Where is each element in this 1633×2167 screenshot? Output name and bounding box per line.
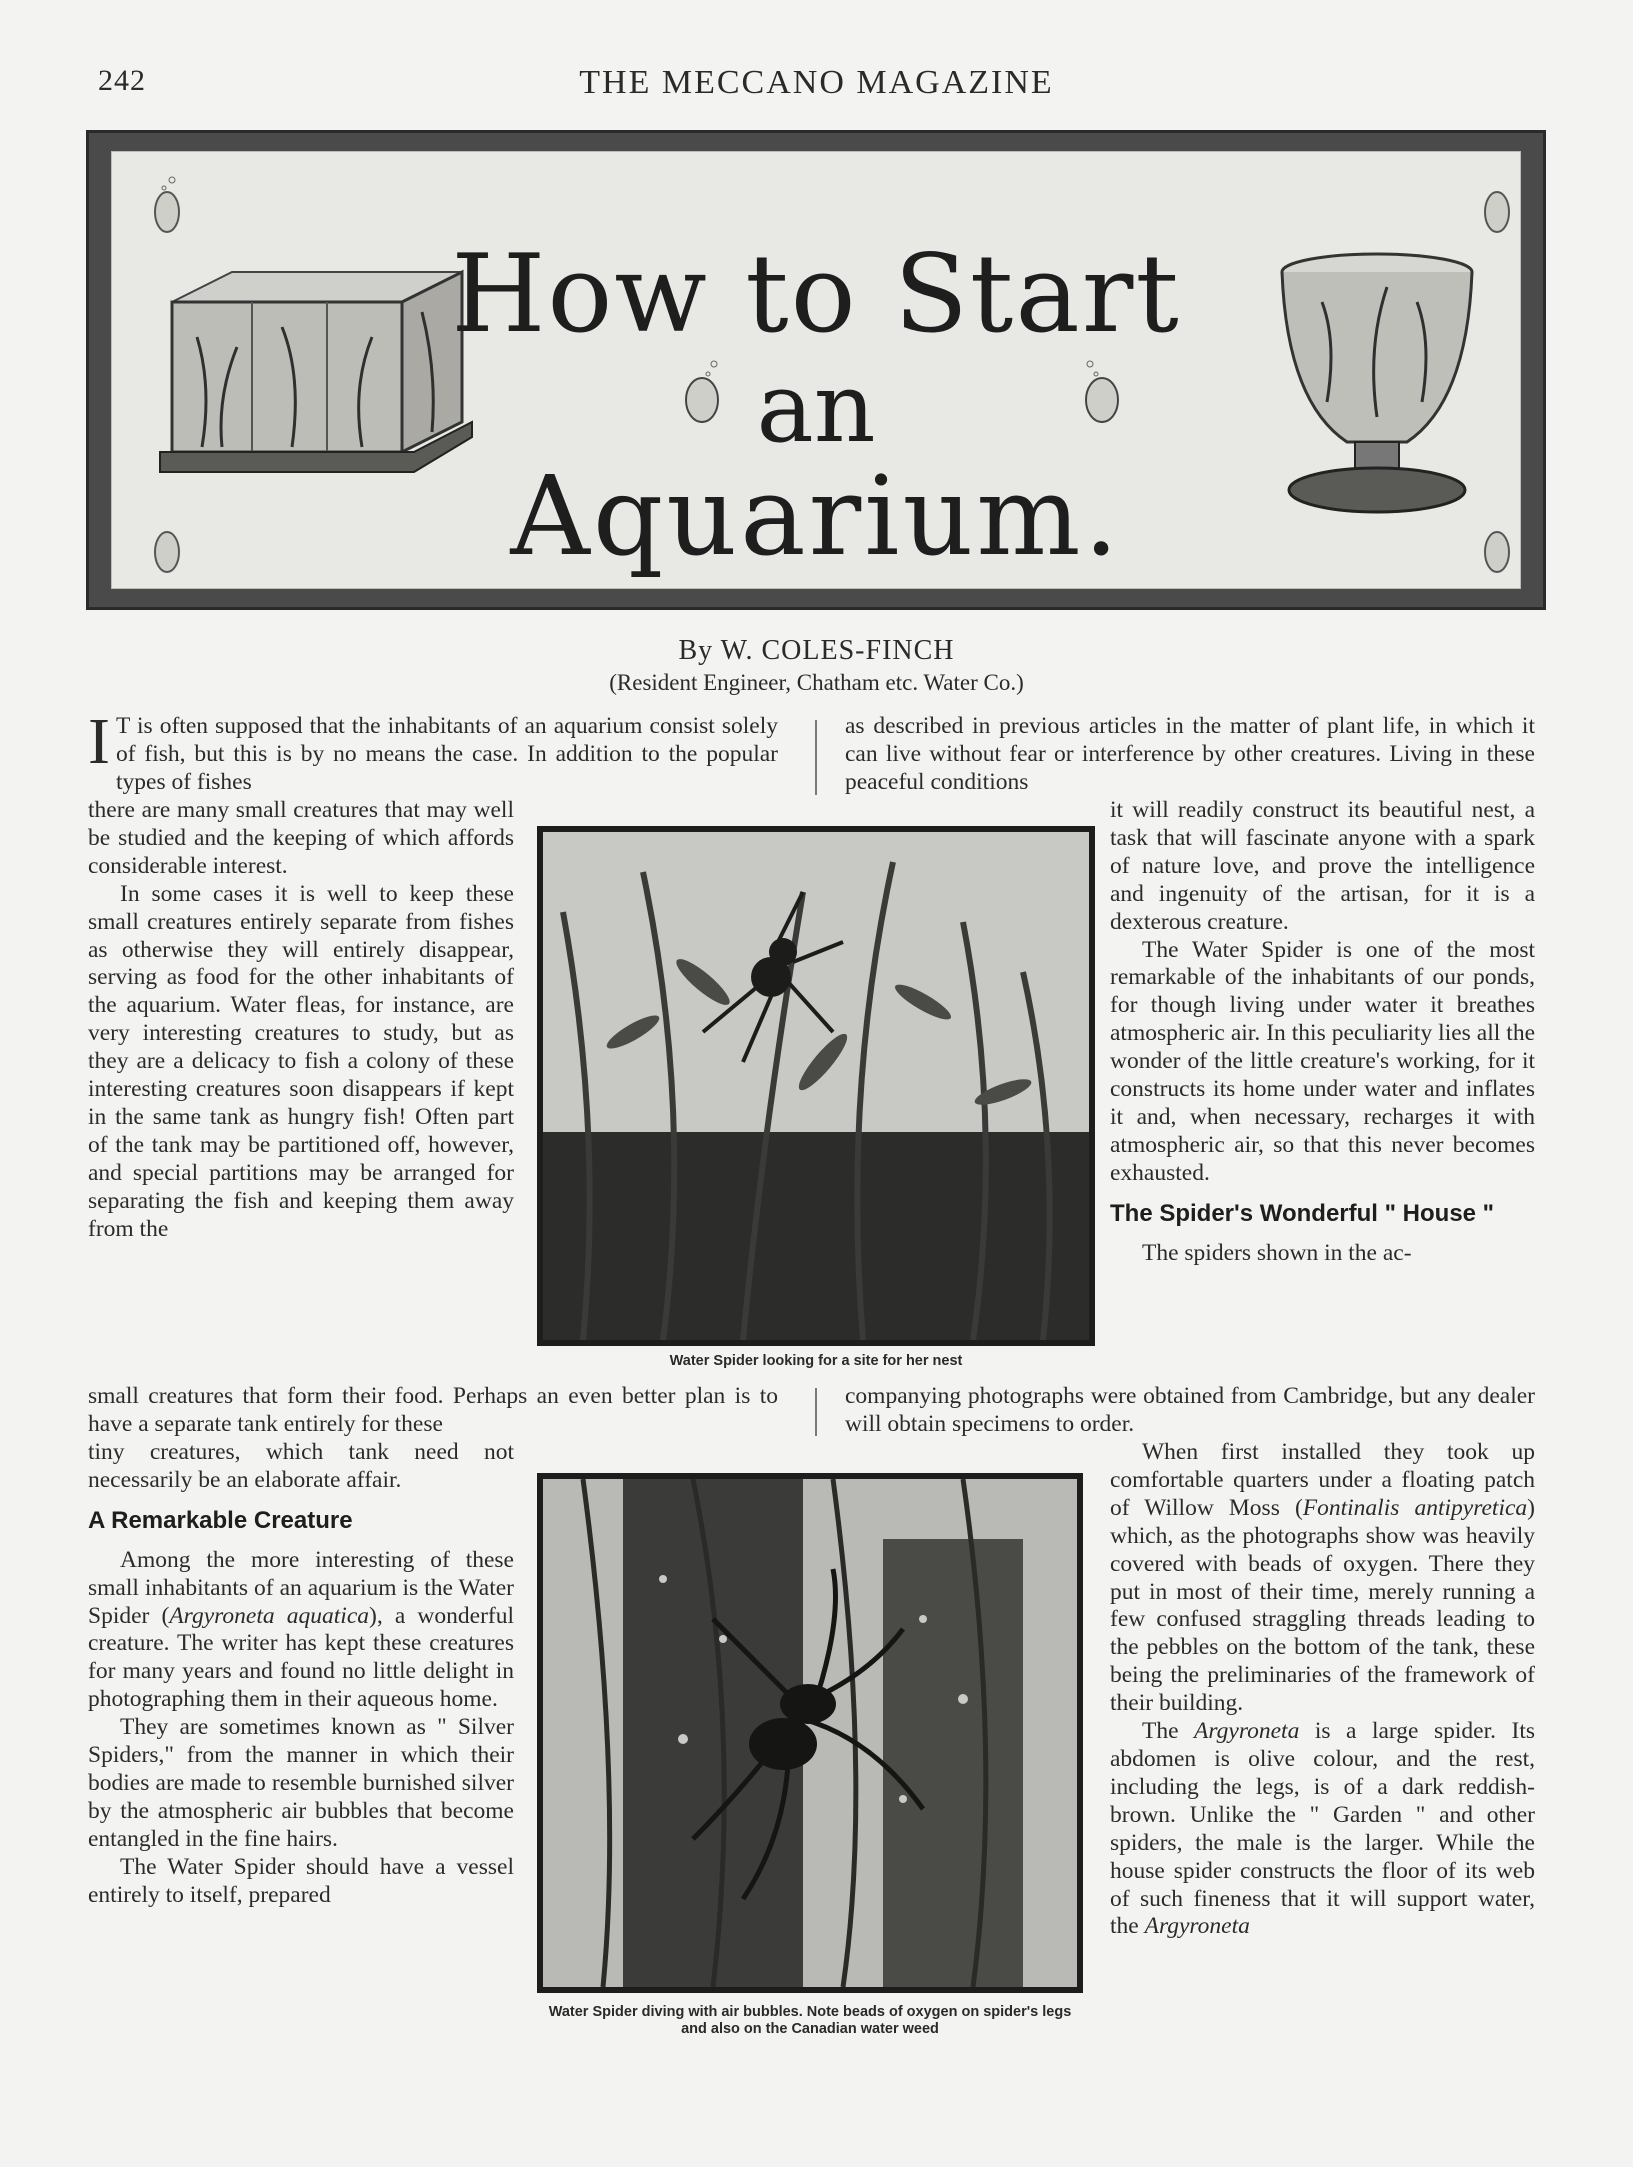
section-heading-remarkable-creature: A Remarkable Creature — [88, 1506, 353, 1534]
column-rule — [815, 1388, 817, 1436]
intro-paragraph: I T is often supposed that the inhabitants of an aquarium consist solely of fish, but this is by no means the case. In addition to the popular types of fishes — [88, 705, 778, 795]
photo-water-spider-nest-site — [537, 826, 1095, 1346]
article-title-line-3: Aquarium. — [510, 452, 1122, 580]
photo-image — [543, 1479, 1077, 1987]
left-span-text: small creatures that form their food. Perhaps an even better plan is to have a separate tank entirely for these — [88, 1383, 778, 1437]
byline: By W. COLES-FINCH — [678, 635, 955, 666]
photo-water-spider-diving — [537, 1473, 1083, 1993]
photo-image — [543, 832, 1089, 1340]
article-title-line-1: How to Start — [451, 232, 1181, 357]
left-column-lower: tiny creatures, which tank need not necessarily be an elaborate affair. A Remarkable Creature Among the more interesting of these small inhabitants of an aquarium is the Water Spider (Argyroneta aquatica), a wonderful creature. The writer has kept these creatures for many years and found no little delight in photographing them in their aqueous home. They are sometimes known as " Silver Spiders," from the manner in which their bodies are made to resemble burnished silver by the atmospheric air bubbles that become entangled in the fine hairs. The Water Spider should have a vessel entirely to itself, prepared — [88, 1439, 514, 1908]
right-intro-paragraph: as described in previous articles in the matter of plant life, in which it can live without fear or interference by other creatures. Living in these peaceful conditions — [845, 713, 1535, 795]
photo-caption-2: Water Spider diving with air bubbles. Note beads of oxygen on spider's legs and also on the Canadian water weed — [548, 2004, 1072, 2037]
right-span-text: companying photographs were obtained from Cambridge, but any dealer will obtain specimens to order. — [845, 1383, 1535, 1437]
right-column: it will readily construct its beautiful nest, a task that will fascinate anyone with a spark of nature love, and prove the intelligence and ingenuity of the artisan, for it is a dexterous creature. The Water Spider is one of the most remarkable of the inhabitants of our ponds, for though living under water it breathes atmospheric air. In this peculiarity lies all the wonder of the little creature's working, for it constructs its home under water and inflates it and, when necessary, recharges it with atmospheric air, so that this never becomes exhausted. The Spider's Wonderful " House " The spiders shown in the ac- — [1110, 797, 1535, 1266]
author-affiliation: (Resident Engineer, Chatham etc. Water Co.) — [609, 670, 1024, 695]
column-rule — [815, 720, 817, 795]
page-number: 242 — [98, 64, 146, 97]
title-banner — [86, 130, 1546, 610]
left-column: there are many small creatures that may well be studied and the keeping of which affords considerable interest. In some cases it is well to keep these small creatures entirely separate from fishes as otherwise they will entirely disappear, serving as food for the other inhabitants of the aquarium. Water fleas, for instance, are very interesting creatures to study, but as they are a delicacy to fish a colony of these interesting creatures soon disappears if kept in the same tank as hungry fish! Often part of the tank may be partitioned off, however, and special partitions may be arranged for separating the fish and keeping them away from the — [88, 797, 514, 1242]
right-column-lower: When first installed they took up comfortable quarters under a floating patch of Willow Moss (Fontinalis antipyretica) which, as the photographs show was heavily covered with beads of oxygen. There they put in most of their time, merely running a few confused straggling threads leading to the pebbles on the bottom of the tank, these being the preliminaries of the framework of their building. The Argyroneta is a large spider. Its abdomen is olive colour, and the rest, including the legs, is of a dark reddish-brown. Unlike the " Garden " and other spiders, the male is the larger. While the house spider constructs the floor of its web of such fineness that it will support water, the Argyroneta — [1110, 1439, 1535, 1940]
photo-caption-1: Water Spider looking for a site for her nest — [669, 1353, 963, 1369]
section-heading-spiders-house: The Spider's Wonderful " House " — [1110, 1199, 1495, 1227]
running-head: THE MECCANO MAGAZINE — [579, 64, 1054, 101]
drop-cap: I — [88, 705, 110, 778]
banner-panel — [111, 151, 1521, 589]
article-title-line-2: an — [756, 352, 876, 464]
